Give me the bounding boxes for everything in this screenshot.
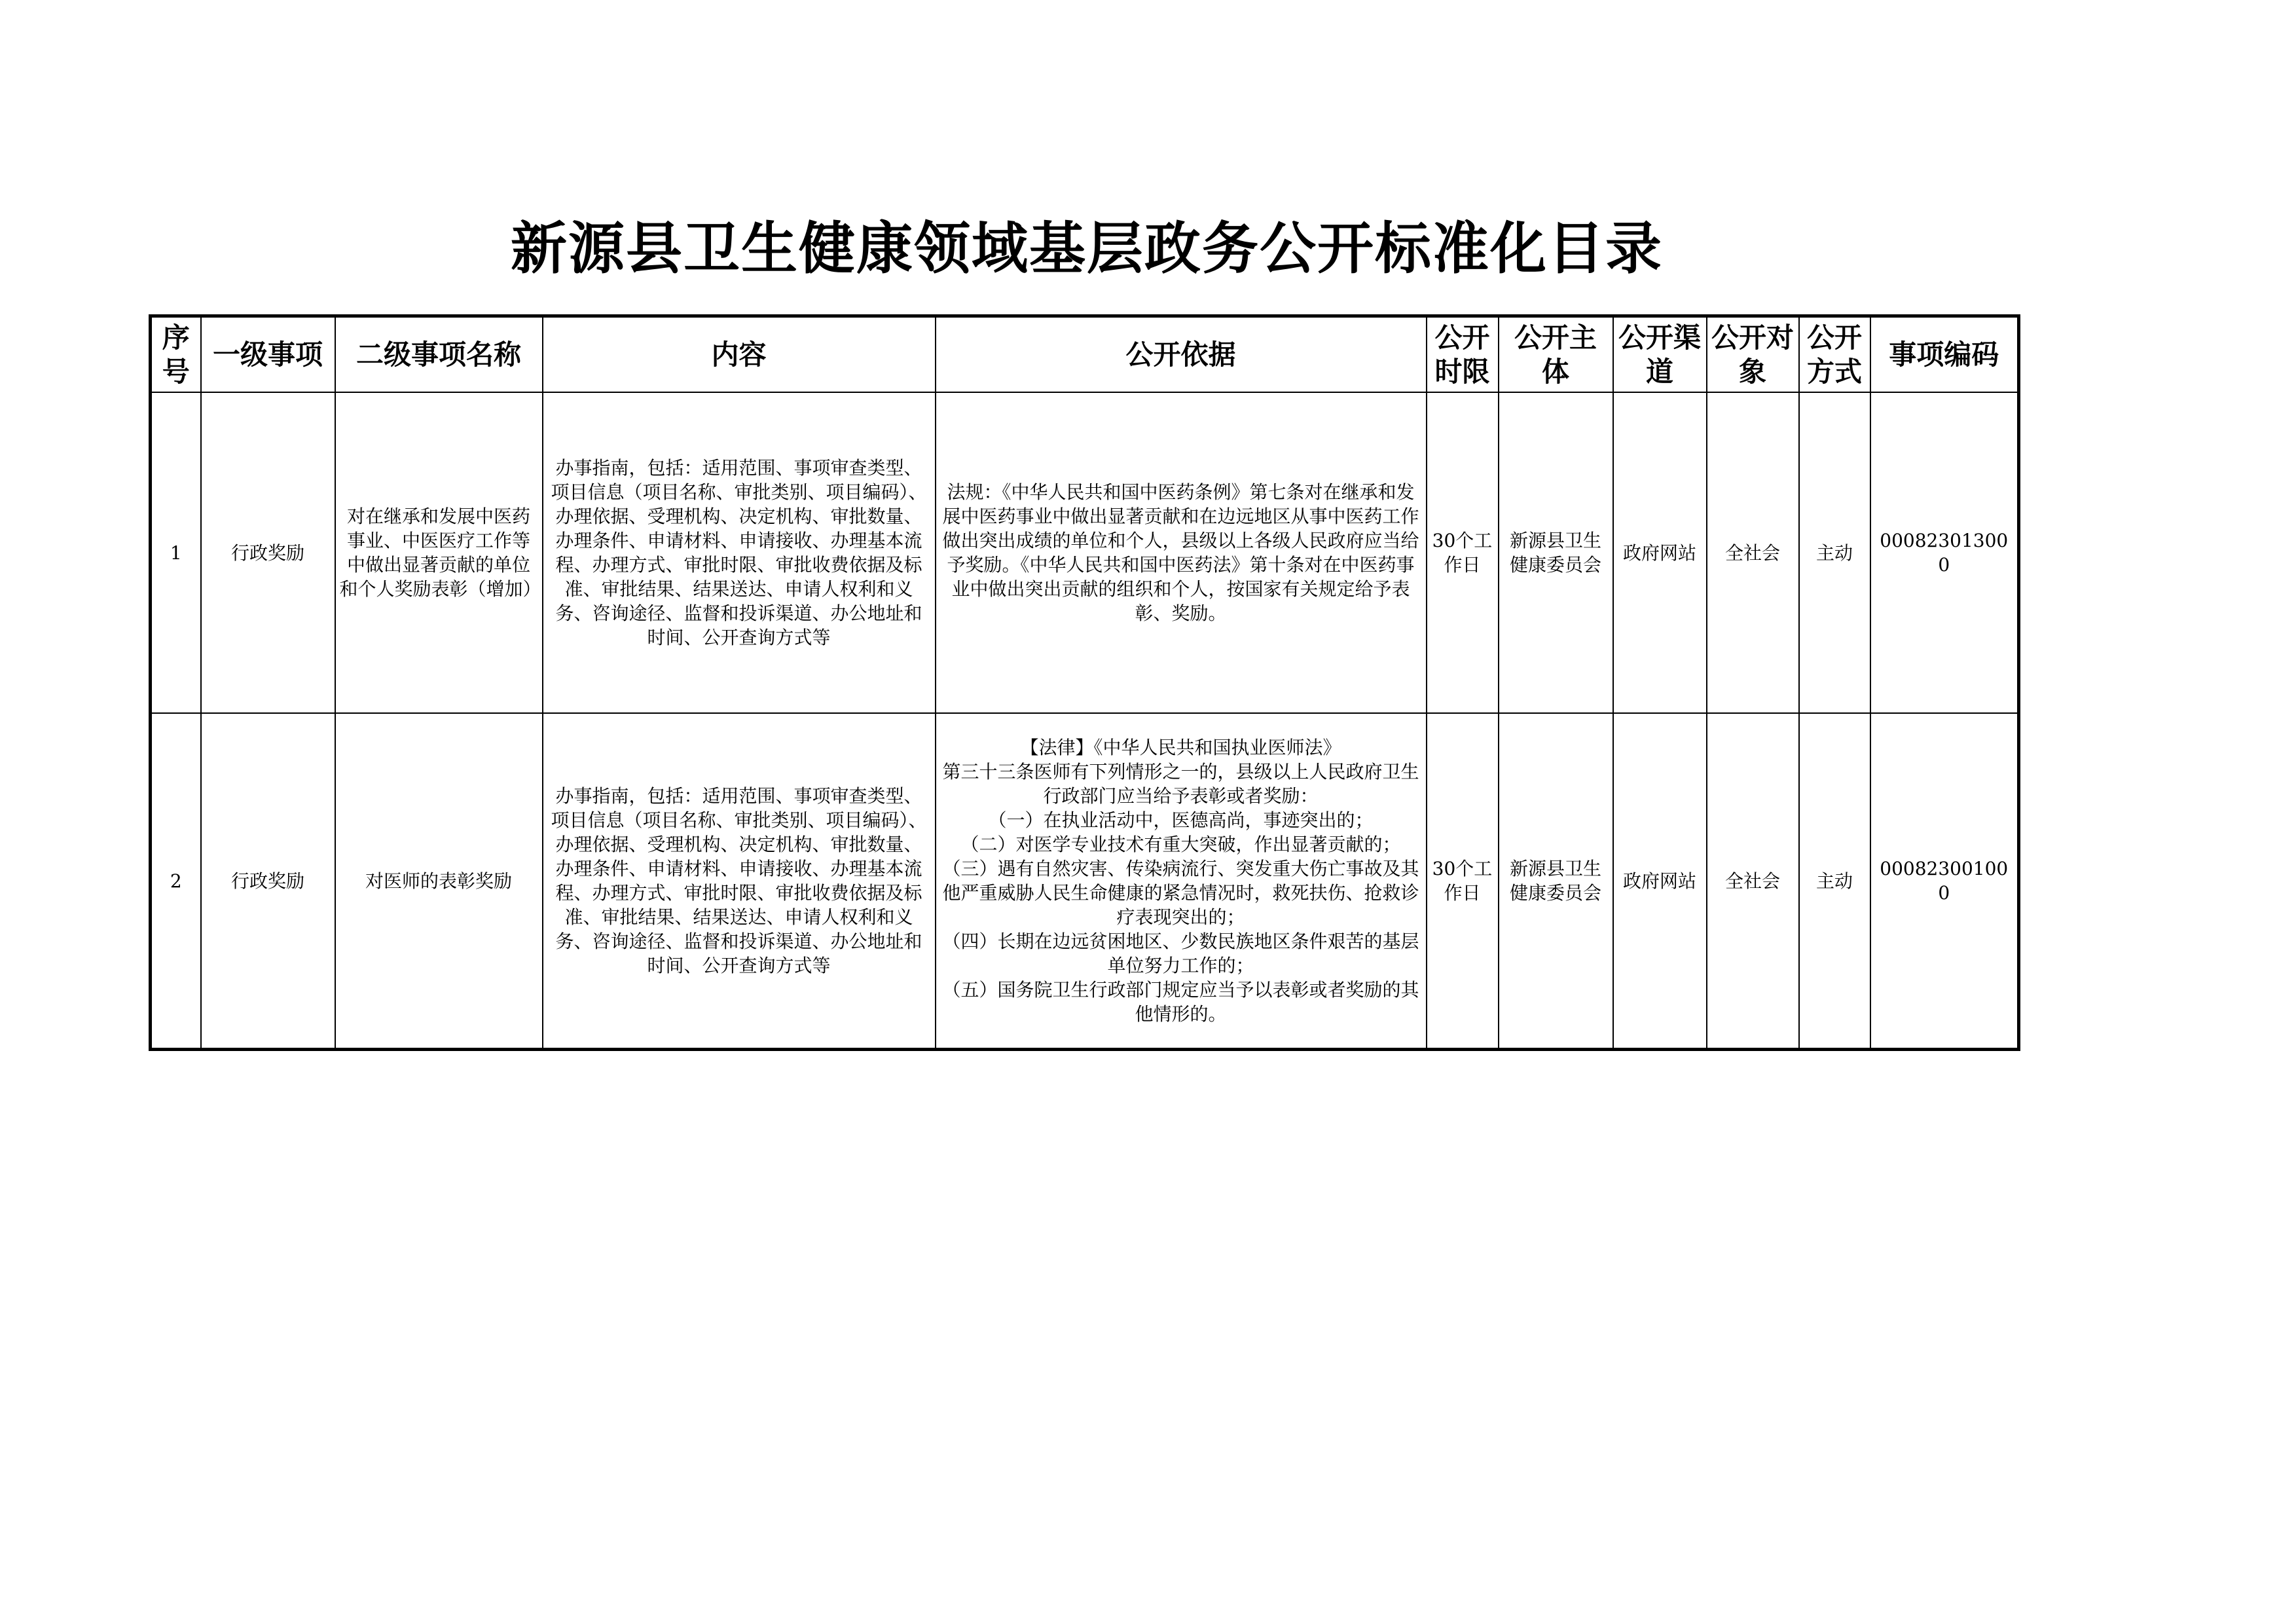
cell-time-limit: 30个工作日 [1427, 713, 1499, 1050]
basis-line: （四）长期在边远贫困地区、少数民族地区条件艰苦的基层单位努力工作的； [942, 931, 1419, 976]
cell-content: 办事指南，包括：适用范围、事项审查类型、项目信息（项目名称、审批类别、项目编码）、办理依据、受理机构、决定机构、审批数量、办理条件、申请材料、申请接收、办理基本流程、办理方式、审批时限、审批收费依据及标准、审批结果、结果送达、申请人权利和义务、咨询途径、监督和投诉渠道、办公地址和时间、公开查询方式等 [543, 713, 936, 1050]
cell-level2: 对在继承和发展中医药事业、中医医疗工作等中做出显著贡献的单位和个人奖励表彰（增加） [335, 392, 543, 713]
cell-channel: 政府网站 [1613, 713, 1707, 1050]
cell-basis [936, 392, 1427, 713]
basis-line: 【法律】《中华人民共和国执业医师法》 [1020, 737, 1341, 758]
header-seq: 序号 [151, 316, 201, 393]
header-subject: 公开主体 [1499, 316, 1613, 393]
basis-line: （二）对医学专业技术有重大突破，作出显著贡献的； [960, 834, 1401, 855]
cell-level2: 对医师的表彰奖励 [335, 713, 543, 1050]
header-basis: 公开依据 [936, 316, 1427, 393]
table-row [151, 392, 2019, 713]
header-level2: 二级事项名称 [335, 316, 543, 393]
cell-seq: 1 [151, 392, 201, 713]
cell-content: 办事指南，包括：适用范围、事项审查类型、项目信息（项目名称、审批类别、项目编码）、办理依据、受理机构、决定机构、审批数量、办理条件、申请材料、申请接收、办理基本流程、办理方式、审批时限、审批收费依据及标准、审批结果、结果送达、申请人权利和义务、咨询途径、监督和投诉渠道、办公地址和时间、公开查询方式等 [543, 392, 936, 713]
header-audience: 公开对象 [1707, 316, 1799, 393]
cell-basis [936, 713, 1427, 1050]
cell-method: 主动 [1799, 392, 1870, 713]
cell-time-limit: 30个工作日 [1427, 392, 1499, 713]
cell-code: 000823013000 [1870, 392, 2019, 713]
table-row [151, 713, 2019, 1050]
cell-seq: 2 [151, 713, 201, 1050]
cell-audience: 全社会 [1707, 392, 1799, 713]
basis-line: 第三十三条医师有下列情形之一的，县级以上人民政府卫生行政部门应当给予表彰或者奖励： [942, 761, 1419, 807]
basis-line: 法规：《中华人民共和国中医药条例》第七条对在继承和发展中医药事业中做出显著贡献和在边远地区从事中医药工作做出突出成绩的单位和个人，县级以上各级人民政府应当给予奖励。《中华人民共和国中医药法》第十条对在中医药事业中做出突出贡献的组织和个人，按国家有关规定给予表彰、奖励。 [942, 481, 1419, 624]
cell-channel: 政府网站 [1613, 392, 1707, 713]
cell-code: 000823001000 [1870, 713, 2019, 1050]
header-time-limit: 公开时限 [1427, 316, 1499, 393]
header-content: 内容 [543, 316, 936, 393]
cell-subject: 新源县卫生健康委员会 [1499, 713, 1613, 1050]
header-channel: 公开渠道 [1613, 316, 1707, 393]
cell-level1: 行政奖励 [201, 713, 335, 1050]
basis-line: （五）国务院卫生行政部门规定应当予以表彰或者奖励的其他情形的。 [942, 979, 1419, 1025]
cell-subject: 新源县卫生健康委员会 [1499, 392, 1613, 713]
cell-level1: 行政奖励 [201, 392, 335, 713]
catalog-table [149, 314, 2020, 1051]
header-method: 公开方式 [1799, 316, 1870, 393]
cell-method: 主动 [1799, 713, 1870, 1050]
cell-audience: 全社会 [1707, 713, 1799, 1050]
header-code: 事项编码 [1870, 316, 2019, 393]
header-level1: 一级事项 [201, 316, 335, 393]
page-title: 新源县卫生健康领域基层政务公开标准化目录 [511, 215, 1663, 282]
basis-line: （三）遇有自然灾害、传染病流行、突发重大伤亡事故及其他严重威胁人民生命健康的紧急情况时，救死扶伤、抢救诊疗表现突出的； [942, 858, 1419, 928]
table-header-row [151, 316, 2019, 393]
basis-line: （一）在执业活动中，医德高尚，事迹突出的； [988, 809, 1374, 831]
